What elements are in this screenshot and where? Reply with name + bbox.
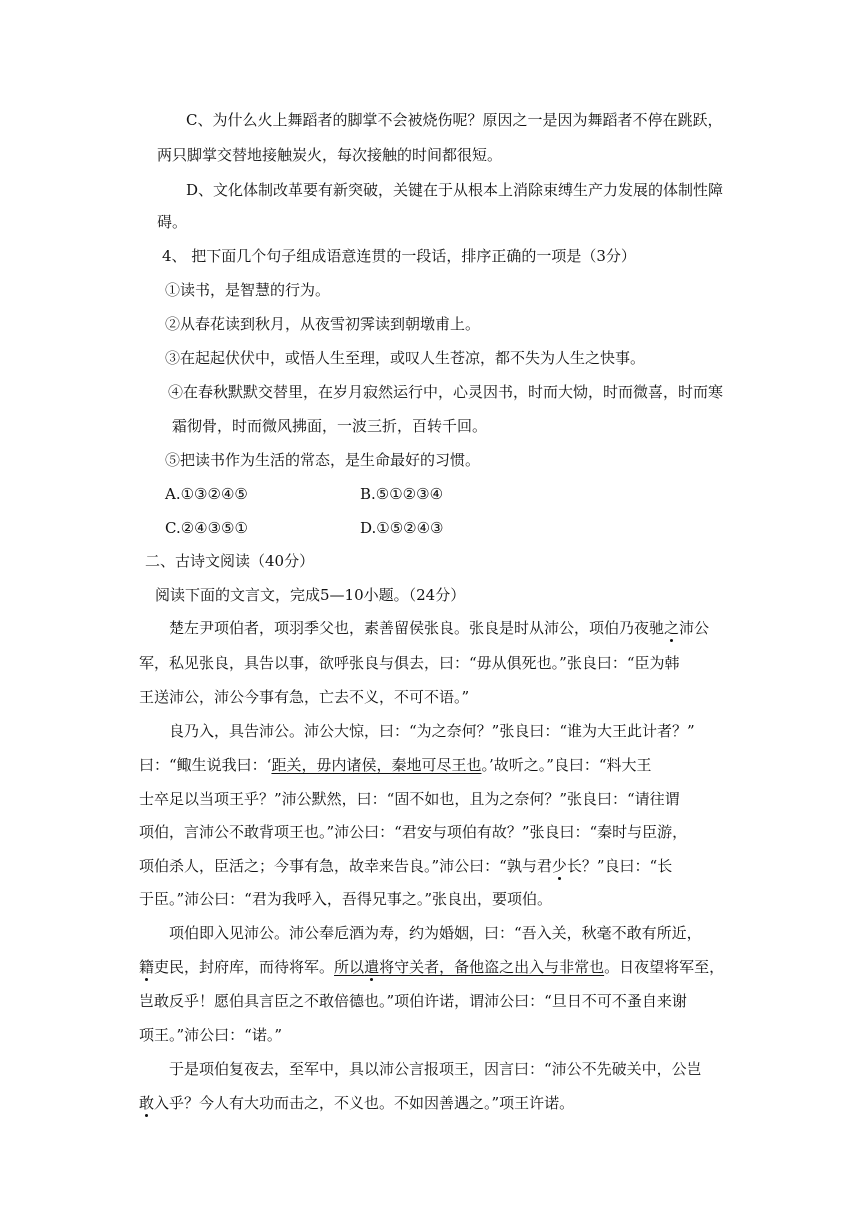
passage-p2-line3: 士卒足以当项王乎？”沛公默然，曰：“固不如也，且为之奈何？”张良曰：“请往谓	[139, 790, 680, 808]
sentence-5: ⑤把读书作为生活的常态，是生命最好的习惯。	[165, 451, 481, 469]
sentence-1: ①读书，是智慧的行为。	[165, 281, 331, 299]
passage-p3-line4: 项王。”沛公曰：“诺。”	[139, 1026, 283, 1044]
passage-p2-line4: 项伯，言沛公不敢背项王也。”沛公曰：“君安与项伯有故？”张良曰：“秦时与臣游，	[139, 823, 688, 841]
emphasis-dot-char: 籍	[139, 958, 155, 976]
option-c-line1: C、为什么火上舞蹈者的脚掌不会被烧伤呢？原因之一是因为舞蹈者不停在跳跃，	[186, 111, 723, 129]
passage-p1-line3: 王送沛公，沛公今事有急，亡去不义，不可不语。”	[139, 688, 470, 706]
passage-p2-line1: 良乃入，具告沛公。沛公大惊，曰：“为之奈何？”张良曰：“谁为大王此计者？”	[169, 722, 695, 740]
passage-instruction: 阅读下面的文言文，完成5—10小题。（24分）	[155, 586, 466, 604]
passage-p2-line5: 项伯杀人，臣活之；今事有急，故幸来告良。”沛公曰：“孰与君少长？”良曰：“长	[139, 857, 673, 875]
passage-p3-line1: 项伯即入见沛公。沛公奉卮酒为寿，约为婚姻，曰：“吾入关，秋毫不敢有所近，	[169, 924, 702, 942]
answer-option-b: B.⑤①②③④	[360, 485, 444, 503]
emphasis-dot-char: 敢	[139, 1094, 155, 1112]
emphasis-dot-char: 之	[664, 619, 680, 637]
underlined-sentence-1: 距关，毋内诸侯，秦地可尽王也	[271, 756, 482, 774]
answer-option-c: C.②④③⑤①	[165, 519, 248, 537]
emphasis-dot-char: 遣	[364, 958, 380, 976]
sentence-3: ③在起起伏伏中，或悟人生至理，或叹人生苍凉，都不失为人生之快事。	[165, 349, 646, 367]
passage-p1-line2: 军，私见张良，具告以事，欲呼张良与俱去，曰：“毋从俱死也。”张良曰：“臣为韩	[139, 654, 680, 672]
answer-option-a: A.①③②④⑤	[165, 485, 248, 503]
passage-p4-line1: 于是项伯复夜去，至军中，具以沛公言报项王，因言曰：“沛公不先破关中，公岂	[169, 1060, 702, 1078]
underlined-sentence-2: 所以遣将守关者，备他盗之出入与非常也	[334, 958, 605, 976]
passage-p1-line1: 楚左尹项伯者，项羽季父也，素善留侯张良。张良是时从沛公，项伯乃夜驰之沛公	[169, 619, 710, 637]
passage-p2-line2: 曰：“鲰生说我曰：‘距关，毋内诸侯，秦地可尽王也。’故听之。”良曰：“料大王	[139, 756, 652, 774]
emphasis-dot-char: 少	[551, 857, 567, 875]
sentence-2: ②从春花读到秋月，从夜雪初霁读到朝墩甫上。	[165, 315, 481, 333]
option-d-line2: 碍。	[157, 213, 188, 231]
passage-p3-line3: 岂敢反乎！愿伯具言臣之不敢倍德也。”项伯许诺，谓沛公曰：“旦日不可不蚤自来谢	[139, 992, 687, 1010]
section2-heading: 二、古诗文阅读（40分）	[145, 552, 315, 570]
sentence-4-line2: 霜彻骨，时而微风拂面，一波三折，百转千回。	[172, 417, 488, 435]
option-d-line1: D、文化体制改革要有新突破，关键在于从根本上消除束缚生产力发展的体制性障	[186, 181, 724, 199]
sentence-4-line1: ④在春秋默默交替里，在岁月寂然运行中，心灵因书，时而大恸，时而微喜，时而寒	[168, 383, 724, 401]
answer-option-d: D.①⑤②④③	[360, 519, 444, 537]
question4-stem: 4、 把下面几个句子组成语意连贯的一段话，排序正确的一项是（3分）	[162, 247, 636, 265]
option-c-line2: 两只脚掌交替地接触炭火，每次接触的时间都很短。	[157, 146, 503, 164]
passage-p2-line6: 于臣。”沛公曰：“君为我呼入，吾得兄事之。”张良出，要项伯。	[139, 890, 553, 908]
passage-p3-line2: 籍吏民，封府库，而待将军。所以遣将守关者，备他盗之出入与非常也。日夜望将军至，	[139, 958, 725, 976]
passage-p4-line2: 敢入乎？今人有大功而击之，不义也。不如因善遇之。”项王许诺。	[139, 1094, 575, 1112]
